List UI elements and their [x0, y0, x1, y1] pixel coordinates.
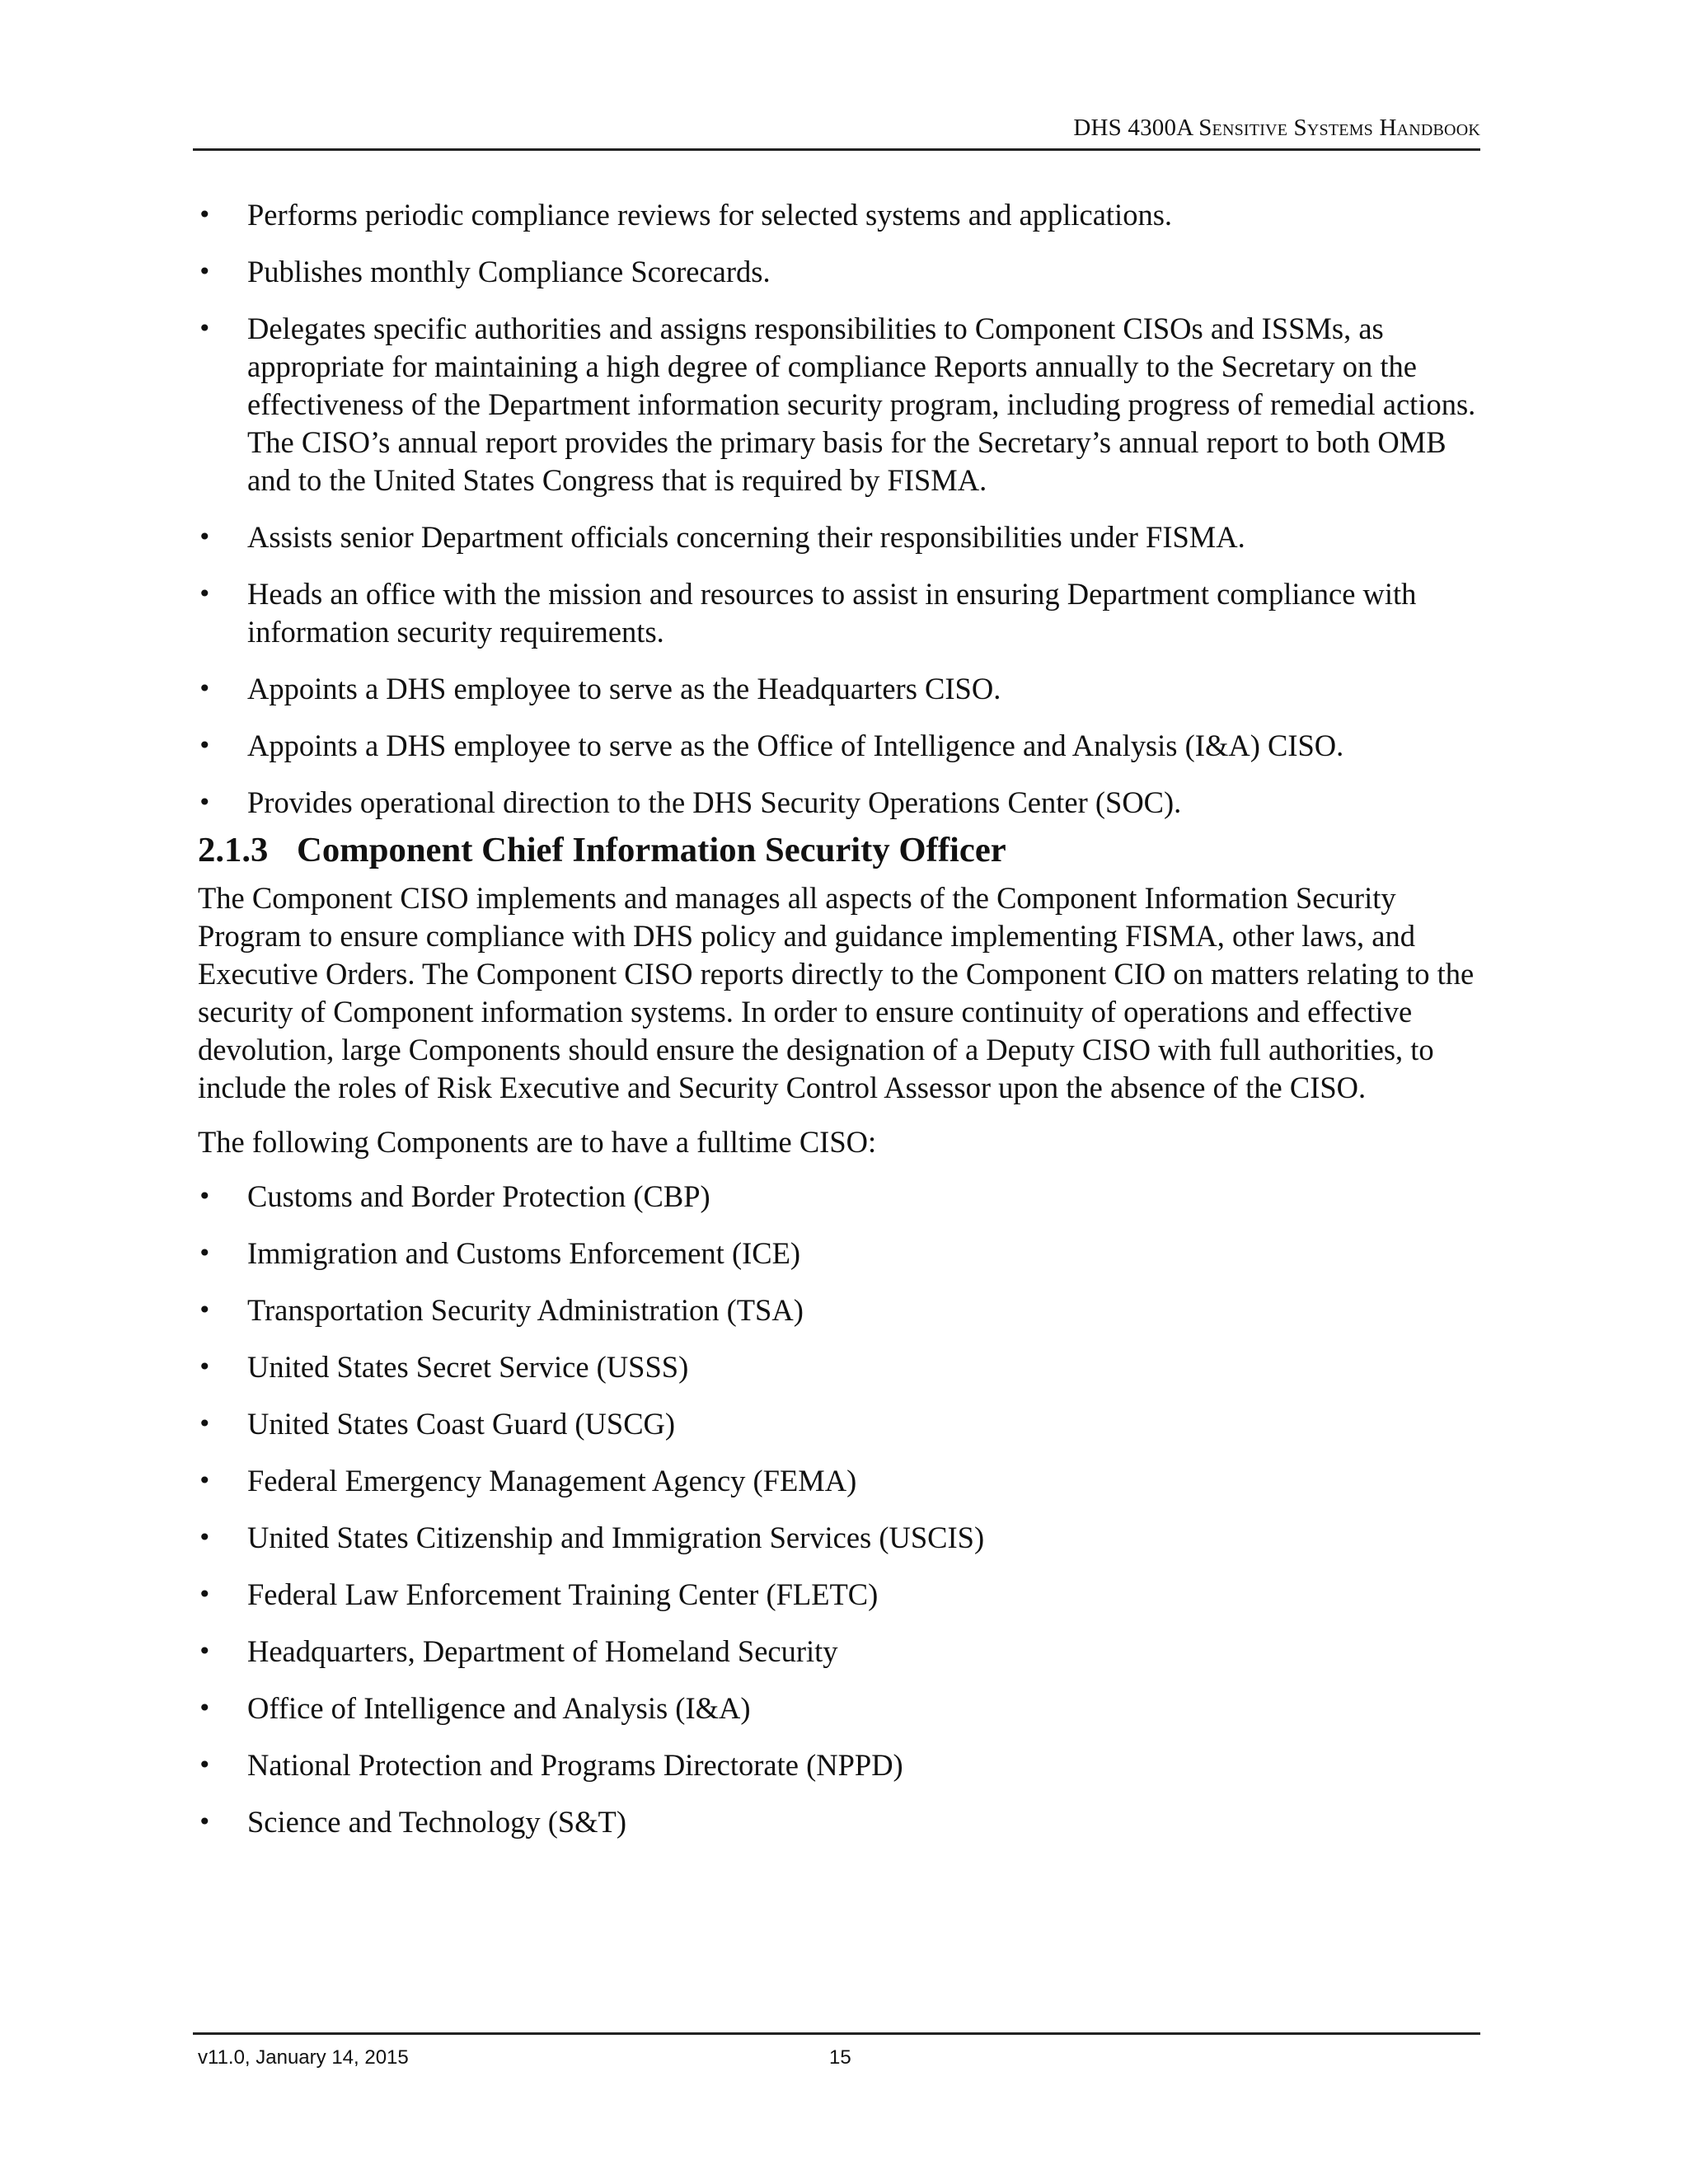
body-paragraph: The following Components are to have a fulltime CISO: — [198, 1125, 877, 1159]
bullet-icon: • — [198, 1581, 212, 1608]
bullet-icon: • — [198, 258, 212, 285]
bullet-icon: • — [198, 1240, 212, 1267]
page-number: 15 — [829, 2046, 851, 2069]
section-number: 2.1.3 — [198, 831, 269, 869]
bullet-icon: • — [198, 1524, 212, 1551]
list-item-text: Office of Intelligence and Analysis (I&A) — [247, 1691, 751, 1725]
list-item-text: United States Coast Guard (USCG) — [247, 1407, 676, 1441]
bullet-icon: • — [198, 580, 212, 607]
list-item-text: Provides operational direction to the DHS Security Operations Center (SOC). — [247, 785, 1182, 819]
section-heading — [198, 832, 1492, 869]
list-item — [198, 727, 1492, 765]
bullet-icon: • — [198, 1751, 212, 1779]
list-item — [198, 1348, 1492, 1386]
list-item-text: Delegates specific authorities and assigns responsibilities to Component CISOs and ISSMs, as appropriate for maintaining a high degree of compliance Reports annually to the Secretary on the effectiveness of the Department information security program, including progress of remedial actions. The CISO’s annual report provides the primary basis for the Secretary’s annual report to both OMB and to the United States Congress that is required by FISMA. — [247, 312, 1476, 497]
bullet-icon: • — [198, 1808, 212, 1835]
bullet-icon: • — [198, 1353, 212, 1380]
bullet-icon: • — [198, 523, 212, 551]
list-item — [198, 1576, 1492, 1614]
list-item — [198, 1690, 1492, 1727]
list-item — [198, 1633, 1492, 1671]
bullet-icon: • — [198, 1694, 212, 1722]
list-item — [198, 196, 1492, 234]
bullet-icon: • — [198, 675, 212, 702]
list-item — [198, 1519, 1492, 1557]
list-item-text: Transportation Security Administration (TSA) — [247, 1293, 804, 1327]
list-item-text: Appoints a DHS employee to serve as the Headquarters CISO. — [247, 672, 1001, 705]
bullet-icon: • — [198, 201, 212, 228]
list-item — [198, 310, 1492, 499]
list-item-text: Headquarters, Department of Homeland Security — [247, 1634, 838, 1668]
list-item — [198, 1462, 1492, 1500]
body-paragraph: The Component CISO implements and manages all aspects of the Component Information Security Program to ensure compliance with DHS policy and guidance implementing FISMA, other laws, and Executive Orders. The Component CISO reports directly to the Component CIO on matters relating to the security of Component information systems. In order to ensure continuity of operations and effective devolution, large Components should ensure the designation of a Deputy CISO with full authorities, to include the roles of Risk Executive and Security Control Assessor upon the absence of the CISO. — [198, 881, 1475, 1104]
bullet-icon: • — [198, 732, 212, 759]
list-item-text: United States Citizenship and Immigration Services (USCIS) — [247, 1521, 985, 1554]
components-list — [198, 1178, 1492, 1841]
list-item — [198, 1746, 1492, 1784]
list-item-text: Assists senior Department officials concerning their responsibilities under FISMA. — [247, 520, 1245, 554]
list-item — [198, 1291, 1492, 1329]
running-header-title: DHS 4300A Sensitive Systems Handbook — [1073, 115, 1480, 141]
bullet-icon: • — [198, 315, 212, 342]
list-item-text: Immigration and Customs Enforcement (ICE) — [247, 1236, 801, 1270]
bullet-icon: • — [198, 1410, 212, 1437]
list-item — [198, 1405, 1492, 1443]
page-header — [193, 115, 1480, 151]
list-item-text: Publishes monthly Compliance Scorecards. — [247, 255, 771, 288]
list-item — [198, 1803, 1492, 1841]
list-item-text: Heads an office with the mission and resources to assist in ensuring Department compliance with information security requirements. — [247, 577, 1417, 649]
list-item — [198, 1235, 1492, 1272]
list-item-text: United States Secret Service (USSS) — [247, 1350, 689, 1384]
bullet-icon: • — [198, 1638, 212, 1665]
page-footer — [193, 2032, 1480, 2069]
list-item-text: Performs periodic compliance reviews for selected systems and applications. — [247, 198, 1173, 232]
page-content — [198, 196, 1492, 1860]
responsibilities-list — [198, 196, 1492, 822]
list-item-text: Customs and Border Protection (CBP) — [247, 1179, 710, 1213]
footer-version: v11.0, January 14, 2015 — [198, 2046, 409, 2069]
list-item — [198, 1178, 1492, 1216]
list-item — [198, 670, 1492, 708]
list-item — [198, 253, 1492, 291]
list-item-text: National Protection and Programs Directorate (NPPD) — [247, 1748, 903, 1782]
list-item — [198, 575, 1492, 651]
bullet-icon: • — [198, 1183, 212, 1210]
bullet-icon: • — [198, 789, 212, 816]
list-item — [198, 784, 1492, 822]
list-item — [198, 518, 1492, 556]
bullet-icon: • — [198, 1467, 212, 1494]
section-title: Component Chief Information Security Officer — [297, 831, 1006, 869]
list-item-text: Federal Law Enforcement Training Center (FLETC) — [247, 1577, 879, 1611]
list-item-text: Appoints a DHS employee to serve as the Office of Intelligence and Analysis (I&A) CISO. — [247, 729, 1344, 762]
list-item-text: Science and Technology (S&T) — [247, 1805, 626, 1839]
list-item-text: Federal Emergency Management Agency (FEMA) — [247, 1464, 857, 1497]
bullet-icon: • — [198, 1296, 212, 1324]
